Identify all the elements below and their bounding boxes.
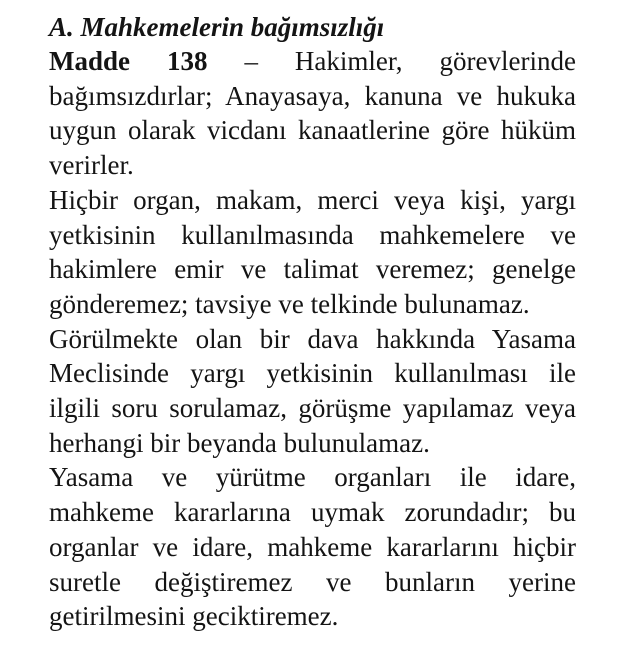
text-line: suretle değiştiremez ve bunların yerine: [49, 566, 576, 597]
text-line: Meclisinde yargı yetkisinin kullanılması ile: [49, 358, 576, 389]
text-line: getirilmesini geciktiremez.: [49, 601, 339, 632]
paragraph-2: [49, 183, 576, 322]
text-line: Yasama ve yürütme organları ile idare,: [49, 462, 576, 493]
text-line: yetkisinin kullanılmasında mahkemelere ve: [49, 219, 576, 250]
text-line: gönderemez; tavsiye ve telkinde bulunamaz.: [49, 288, 530, 319]
section-heading: A. Mahkemelerin bağımsızlığı: [49, 12, 385, 42]
article-dash: –: [244, 46, 258, 76]
text-line: ilgili soru sorulamaz, görüşme yapılamaz veya: [49, 393, 576, 424]
paragraph-1: [49, 79, 576, 183]
text-line: mahkeme kararlarına uymak zorundadır; bu: [49, 497, 576, 528]
first-line-word: görevlerinde: [439, 46, 576, 76]
text-line: Görülmekte olan bir dava hakkında Yasama: [49, 323, 576, 354]
article-text-block: [49, 10, 576, 634]
article-number: 138: [166, 46, 208, 76]
text-line: organlar ve idare, mahkeme kararlarını hiçbir: [49, 531, 576, 562]
article-label: Madde: [49, 46, 130, 76]
text-line: Hiçbir organ, makam, merci veya kişi, yargı: [49, 184, 576, 215]
text-line: hakimlere emir ve talimat veremez; genelge: [49, 254, 576, 285]
paragraph-4: [49, 460, 576, 634]
text-line: verirler.: [49, 150, 134, 181]
article-first-line: [49, 44, 576, 79]
paragraph-3: [49, 322, 576, 461]
text-line: herhangi bir beyanda bulunulamaz.: [49, 427, 430, 458]
text-line: uygun olarak vicdanı kanaatlerine göre hüküm: [49, 115, 576, 146]
first-line-word: Hakimler,: [294, 46, 403, 76]
text-line: bağımsızdırlar; Anayasaya, kanuna ve hukuka: [49, 80, 576, 111]
